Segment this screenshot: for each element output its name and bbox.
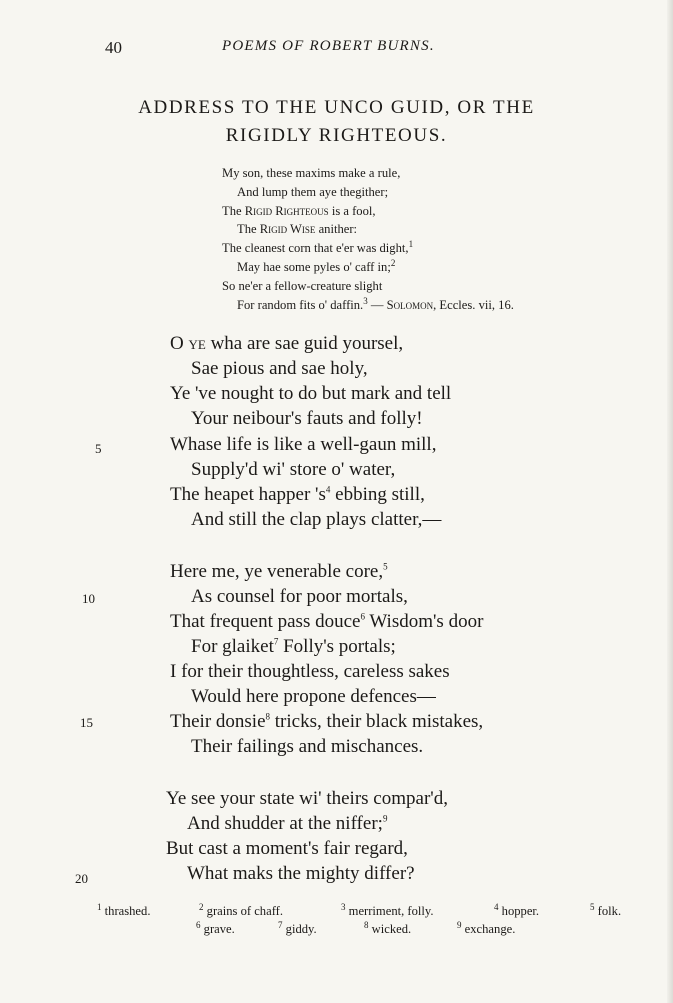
footnote-ref: 1 bbox=[408, 238, 414, 249]
verse-line: The heapet happer '$s^4$ ebbing still, bbox=[170, 484, 425, 505]
epigraph-line: And lump them aye thegither; bbox=[237, 185, 389, 199]
verse-line: I for their thoughtless, careless sakes bbox=[170, 661, 450, 682]
footnote: $^1$ thrashed. bbox=[97, 901, 151, 918]
verse-line: Supply'd wi' store o' water, bbox=[191, 459, 396, 480]
epigraph-line: The Rigid Righteous is a fool, bbox=[222, 204, 376, 218]
epigraph-line: For random fits o' daffin.$^3$ — Solomon, Eccles. vii, 16. bbox=[237, 295, 514, 312]
footnote-ref: 8 bbox=[265, 711, 271, 722]
line-number: 10 bbox=[82, 591, 95, 606]
epigraph-line: My son, these maxims make a rule, bbox=[222, 166, 401, 180]
verse-line: But cast a moment's fair regard, bbox=[166, 838, 408, 859]
verse-line: Ye see your state wi' theirs compar'd, bbox=[166, 788, 448, 809]
verse-line: Here me, ye venerable core,$^5$ bbox=[170, 561, 388, 582]
footnote-ref: 6 bbox=[360, 611, 365, 622]
verse-line: For glaiket$^7$ Folly's portals; bbox=[191, 636, 396, 657]
footnote-ref: 3 bbox=[363, 295, 368, 306]
epigraph-line: The cleanest corn that e'er was dight,$^1$ bbox=[222, 238, 414, 255]
verse-line: Their donsie$^8$ tricks, their black mistakes, bbox=[170, 711, 484, 732]
verse-line: And still the clap plays clatter,— bbox=[191, 509, 442, 530]
verse-line: Your neibour's fauts and folly! bbox=[191, 408, 423, 429]
epigraph-line: May hae some pyles o' caff in;$^2$ bbox=[237, 257, 396, 274]
footnote: $^5$ folk. bbox=[590, 901, 622, 918]
verse-line: As counsel for poor mortals, bbox=[191, 586, 408, 607]
verse-line: O ye wha are sae guid yoursel, bbox=[170, 333, 404, 354]
page-edge bbox=[667, 0, 673, 1003]
footnote: $^2$ grains of chaff. bbox=[199, 901, 284, 918]
line-number: 15 bbox=[80, 715, 93, 730]
line-number: 20 bbox=[75, 871, 88, 886]
page-number: 40 bbox=[105, 38, 122, 57]
running-title: POEMS OF ROBERT BURNS. bbox=[222, 38, 435, 54]
footnote: $^8$ wicked. bbox=[364, 919, 412, 936]
epigraph-line: So ne'er a fellow-creature slight bbox=[222, 279, 383, 293]
footnote: $^7$ giddy. bbox=[278, 919, 317, 936]
verse-line: Ye 've nought to do but mark and tell bbox=[170, 383, 452, 404]
verse-line: Sae pious and sae holy, bbox=[191, 358, 368, 379]
footnote: $^6$ grave. bbox=[196, 919, 235, 936]
verse-line: And shudder at the niffer;$^9$ bbox=[187, 813, 388, 834]
footnote-ref: 9 bbox=[382, 813, 388, 824]
line-number: 5 bbox=[95, 441, 102, 456]
poem-title-line-2: RIGIDLY RIGHTEOUS. bbox=[225, 125, 448, 146]
verse-line: Would here propone defences— bbox=[191, 686, 436, 707]
epigraph-line: The Rigid Wise anither: bbox=[237, 222, 358, 236]
footnote-ref: 5 bbox=[383, 561, 388, 572]
verse-line: Whase life is like a well-gaun mill, bbox=[170, 434, 437, 455]
poem-title-line-1: ADDRESS TO THE UNCO GUID, OR THE bbox=[138, 97, 535, 118]
epigraph-attribution: Solomon bbox=[386, 298, 434, 312]
verse-line: That frequent pass douce$^6$ Wisdom's door bbox=[170, 611, 484, 632]
footnote: $^3$ merriment, folly. bbox=[341, 901, 434, 918]
footnote: $^9$ exchange. bbox=[457, 919, 516, 936]
footnote-ref: 2 bbox=[390, 257, 396, 268]
footnote: $^4$ hopper. bbox=[494, 901, 540, 918]
footnote-ref: 4 bbox=[325, 484, 331, 495]
verse-line: Their failings and mischances. bbox=[191, 736, 424, 757]
footnote-ref: 7 bbox=[273, 636, 279, 647]
verse-line: What maks the mighty differ? bbox=[187, 863, 415, 884]
